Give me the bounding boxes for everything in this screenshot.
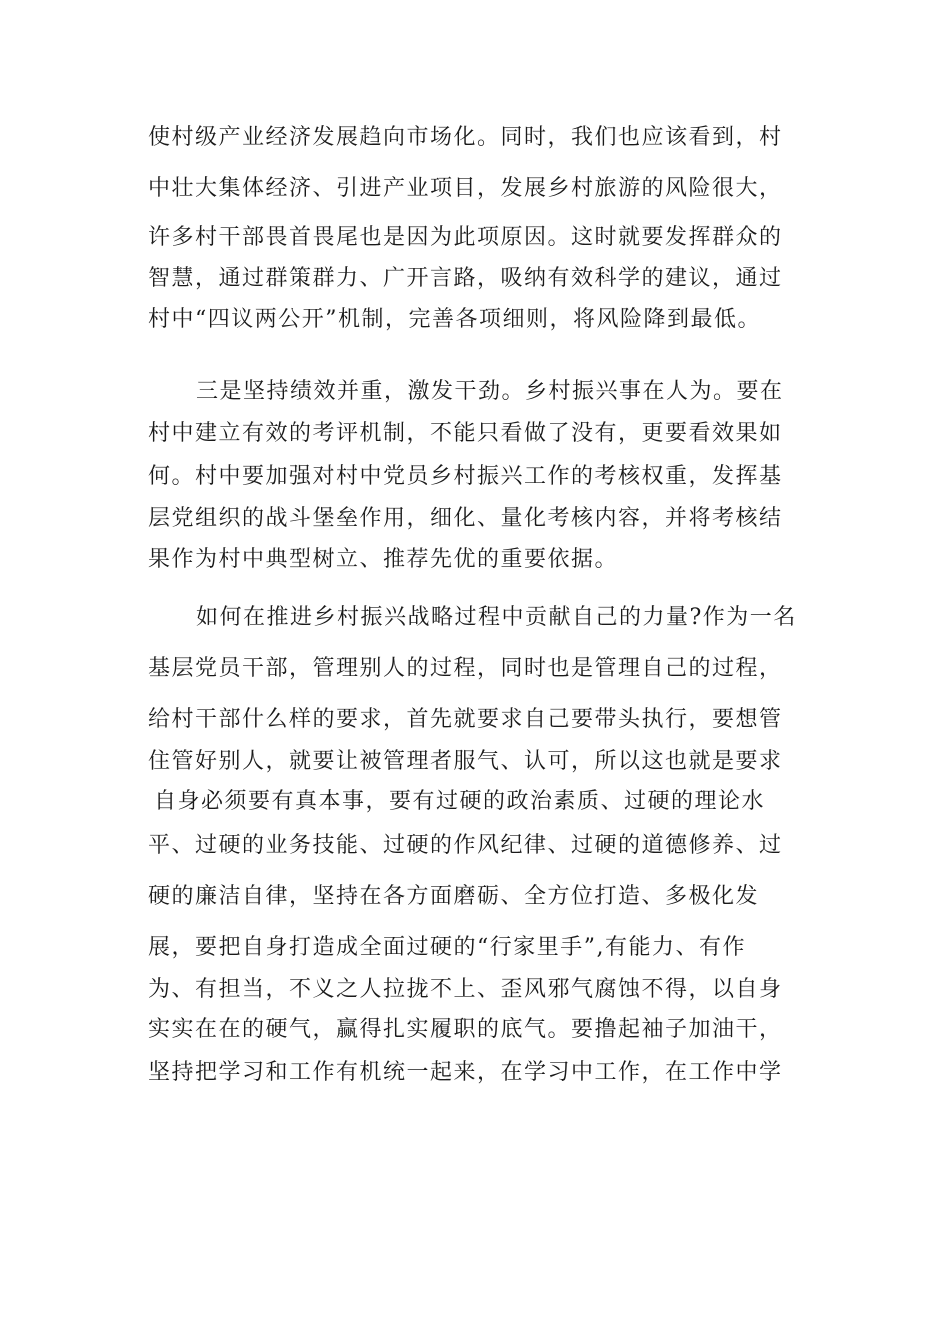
- text-line: 基层党员干部，管理别人的过程，同时也是管理自己的过程，: [148, 656, 783, 681]
- text-line: 自身必须要有真本事，要有过硬的政治素质、过硬的理论水: [154, 789, 766, 814]
- text-line: 给村干部什么样的要求，首先就要求自己要带头执行，要想管: [148, 707, 783, 732]
- text-line: 层党组织的战斗堡垒作用，细化、量化考核内容，并将考核结: [148, 506, 783, 531]
- text-line: 平、过硬的业务技能、过硬的作风纪律、过硬的道德修养、过: [148, 833, 783, 858]
- text-line: 何。村中要加强对村中党员乡村振兴工作的考核权重，发挥基: [148, 464, 783, 489]
- text-line: 硬的廉洁自律，坚持在各方面磨砺、全方位打造、多极化发: [148, 884, 760, 909]
- text-line: 村中“四议两公开”机制，完善各项细则，将风险降到最低。: [148, 307, 761, 332]
- paragraph-start-line: 如何在推进乡村振兴战略过程中贡献自己的力量?作为一名: [196, 605, 797, 630]
- text-line: 展，要把自身打造成全面过硬的“行家里手”,有能力、有作: [148, 935, 746, 960]
- text-line: 住管好别人，就要让被管理者服气、认可，所以这也就是要求: [148, 749, 783, 774]
- text-line: 为、有担当，不义之人拉拢不上、歪风邪气腐蚀不得，以自身: [148, 977, 783, 1002]
- text-line: 村中建立有效的考评机制，不能只看做了没有，更要看效果如: [148, 421, 783, 446]
- text-line: 使村级产业经济发展趋向市场化。同时，我们也应该看到，村: [148, 125, 783, 150]
- text-line: 实实在在的硬气，赢得扎实履职的底气。要撸起袖子加油干，: [148, 1017, 783, 1042]
- text-line: 中壮大集体经济、引进产业项目，发展乡村旅游的风险很大，: [148, 176, 783, 201]
- text-line: 智慧，通过群策群力、广开言路，吸纳有效科学的建议，通过: [148, 266, 783, 291]
- text-line: 果作为村中典型树立、推荐先优的重要依据。: [148, 547, 619, 572]
- text-line: 坚持把学习和工作有机统一起来，在学习中工作，在工作中学: [148, 1060, 783, 1085]
- paragraph-start-line: 三是坚持绩效并重，激发干劲。乡村振兴事在人为。要在: [196, 379, 784, 404]
- text-line: 许多村干部畏首畏尾也是因为此项原因。这时就要发挥群众的: [148, 225, 783, 250]
